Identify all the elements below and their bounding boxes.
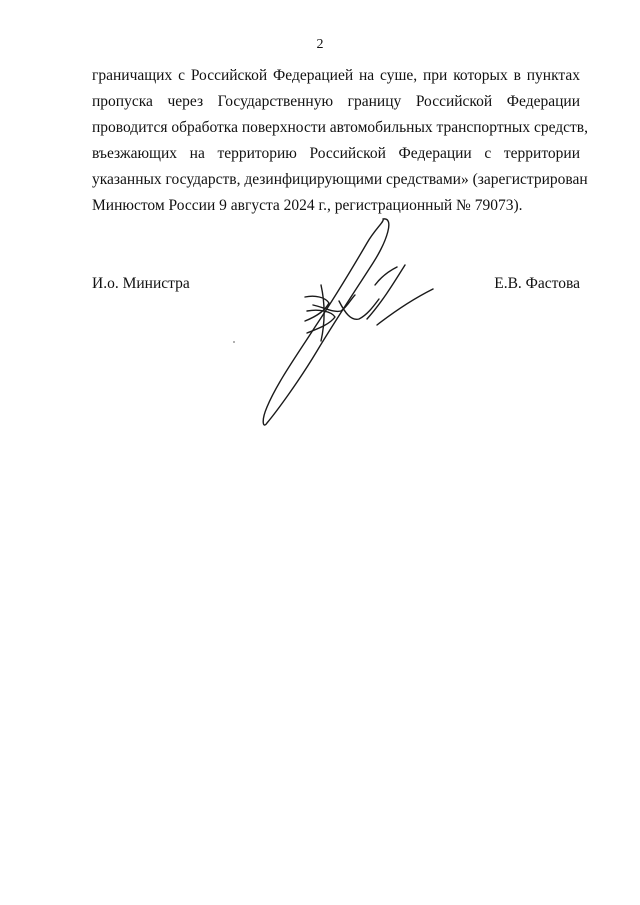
paragraph-line-1: граничащих с Российской Федерацией на суше, при которых в пунктах (92, 67, 580, 84)
paragraph-line-2: пропуска через Государственную границу Российской Федерации (92, 93, 580, 110)
paragraph-line-4: въезжающих на территорию Российской Федерации с территории (92, 145, 580, 162)
handwritten-signature (255, 215, 440, 430)
body-paragraph (92, 63, 588, 219)
signatory-title: И.о. Министра (92, 275, 190, 292)
scan-speck (233, 341, 235, 343)
paragraph-line-6: Минюстом России 9 августа 2024 г., регистрационный № 79073). (92, 197, 523, 214)
paragraph-line-3: проводится обработка поверхности автомобильных транспортных средств, (92, 119, 588, 136)
page-number: 2 (316, 37, 324, 52)
signatory-name: Е.В. Фастова (494, 275, 580, 292)
paragraph-line-5: указанных государств, дезинфицирующими средствами» (зарегистрирован (92, 171, 588, 188)
